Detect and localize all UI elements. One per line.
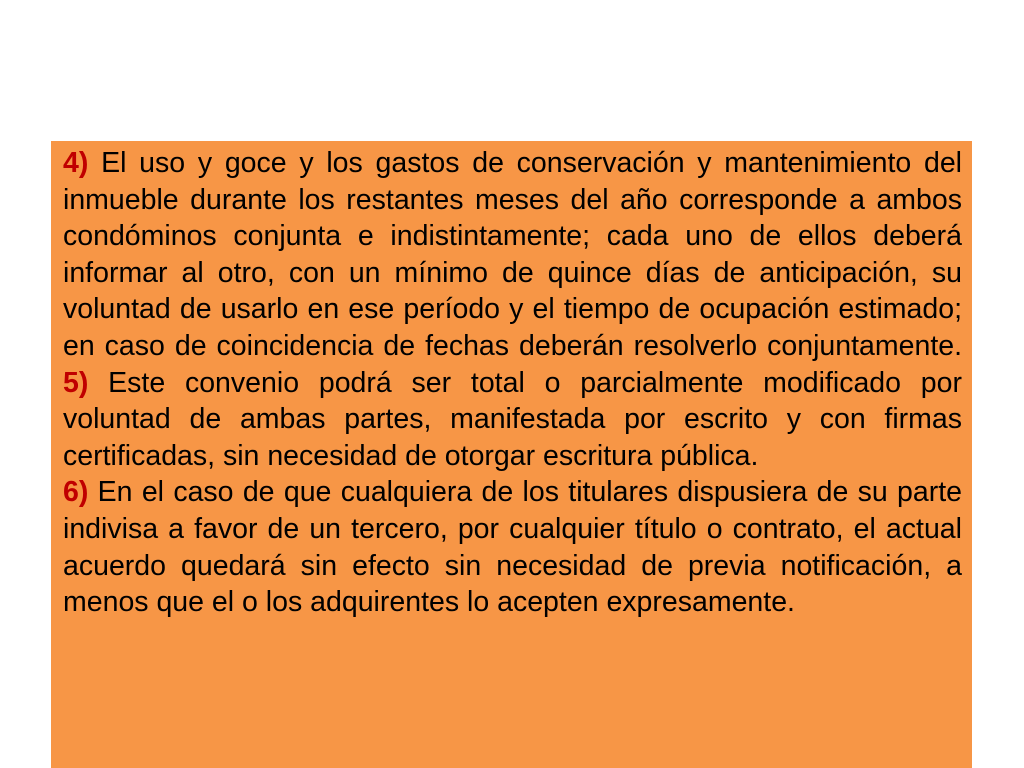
clause-4-text: El uso y goce y los gastos de conservación y mantenimiento del inmueble durante los restantes meses del año corresponde a ambos condóminos conjunta e indistintamente; cada uno de ellos deberá informar al otro, con un mínimo de quince días de anticipación, su voluntad de usarlo en ese período y el tiempo de ocupación estimado; en caso de coincidencia de fechas deberán resolverlo conjuntamente. <box>63 147 962 362</box>
clause-6-text: En el caso de que cualquiera de los titulares dispusiera de su parte indivisa a favor de un tercero, por cualquier título o contrato, el actual acuerdo quedará sin efecto sin necesidad de previa notificación, a menos que el o los adquirentes lo acepten expresamente. <box>63 476 962 619</box>
clauses-paragraph <box>63 145 962 621</box>
clause-6-number: 6) <box>63 476 89 509</box>
clauses-text-box <box>51 141 972 768</box>
clause-4-number: 4) <box>63 147 89 179</box>
clause-5-number: 5) <box>63 366 89 399</box>
clause-5-text: Este convenio podrá ser total o parcialmente modificado por voluntad de ambas partes, manifestada por escrito y con firmas certificadas, sin necesidad de otorgar escritura pública. <box>63 366 962 472</box>
